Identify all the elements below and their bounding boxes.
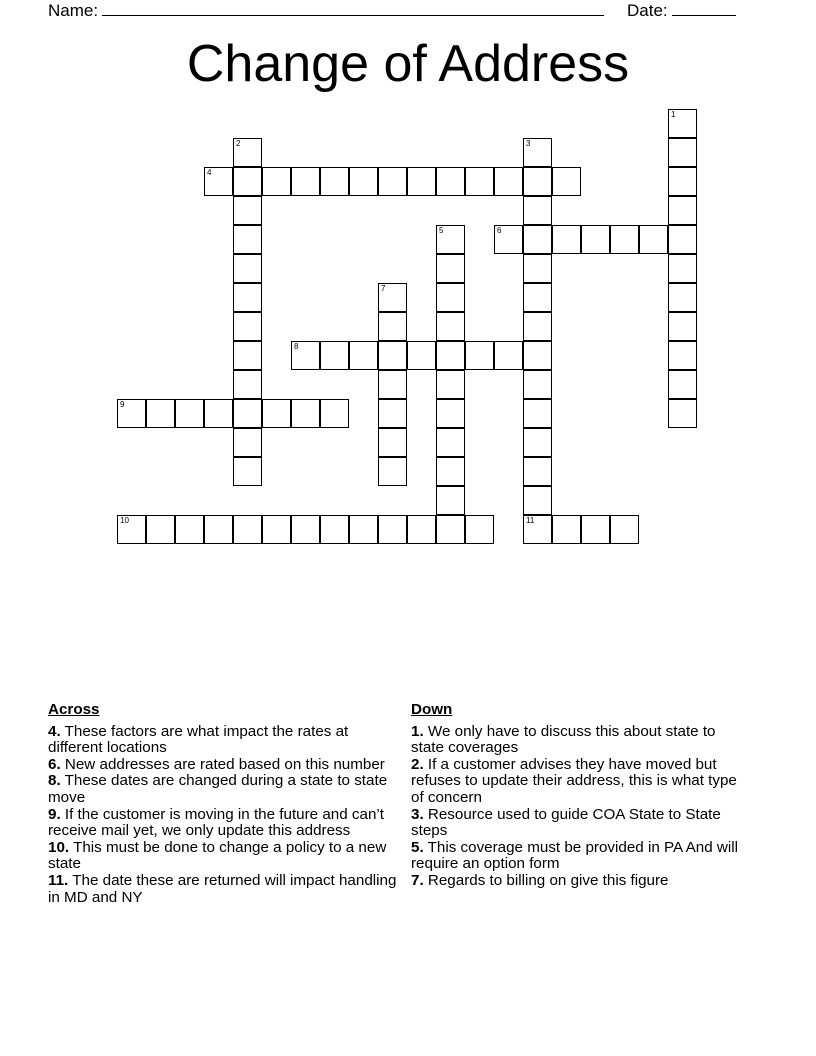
crossword-cell[interactable] (523, 225, 552, 254)
crossword-cell[interactable] (262, 167, 291, 196)
crossword-cell[interactable] (668, 399, 697, 428)
clue-text: These dates are changed during a state to state move (48, 772, 388, 806)
crossword-cell[interactable] (291, 515, 320, 544)
crossword-cell[interactable] (349, 167, 378, 196)
clue-number: 11. (48, 871, 69, 889)
clue-number: 5 (439, 226, 444, 235)
clue-number: 3. (411, 805, 424, 823)
crossword-cell[interactable] (233, 283, 262, 312)
down-clue (411, 873, 741, 890)
clue-number: 4 (207, 168, 212, 177)
down-clue (411, 807, 741, 840)
across-clue (48, 807, 398, 840)
crossword-cell[interactable] (523, 254, 552, 283)
clue-number: 10 (120, 516, 129, 525)
crossword-cell[interactable] (523, 196, 552, 225)
clue-text: If the customer is moving in the future and can’t receive mail yet, we only update this address (48, 805, 384, 840)
down-clues (411, 702, 741, 890)
crossword-cell[interactable] (668, 370, 697, 399)
crossword-cell[interactable] (378, 370, 407, 399)
clue-number: 6 (497, 226, 502, 235)
across-heading: Across (48, 701, 100, 718)
clue-number: 7 (381, 284, 386, 293)
crossword-cell[interactable] (291, 341, 320, 370)
crossword-cell[interactable] (175, 515, 204, 544)
crossword-cell[interactable] (204, 167, 233, 196)
crossword-cell[interactable] (146, 515, 175, 544)
crossword-cell[interactable] (523, 486, 552, 515)
clue-text: These factors are what impact the rates at different locations (48, 722, 349, 757)
crossword-cell[interactable] (233, 254, 262, 283)
crossword-cell[interactable] (320, 399, 349, 428)
crossword-cell[interactable] (523, 428, 552, 457)
crossword-cell[interactable] (639, 225, 668, 254)
crossword-cell[interactable] (233, 312, 262, 341)
crossword-cell[interactable] (668, 138, 697, 167)
crossword-cell[interactable] (233, 457, 262, 486)
clue-number: 5. (411, 838, 424, 856)
across-clue (48, 724, 398, 757)
across-clue (48, 773, 398, 806)
crossword-cell[interactable] (378, 341, 407, 370)
crossword-cell[interactable] (668, 283, 697, 312)
crossword-cell[interactable] (233, 225, 262, 254)
clue-number: 7. (411, 871, 424, 889)
crossword-cell[interactable] (436, 370, 465, 399)
crossword-cell[interactable] (610, 225, 639, 254)
down-clue (411, 757, 741, 807)
crossword-cell[interactable] (494, 225, 523, 254)
down-heading: Down (411, 701, 453, 718)
clue-text: This must be done to change a policy to a new state (48, 838, 387, 873)
crossword-cell[interactable] (436, 428, 465, 457)
crossword-cell[interactable] (233, 515, 262, 544)
crossword-cell[interactable] (320, 515, 349, 544)
clue-text: We only have to discuss this about state to state coverages (411, 722, 716, 757)
crossword-cell[interactable] (552, 225, 581, 254)
clue-number: 1. (411, 722, 424, 740)
crossword-cell[interactable] (523, 138, 552, 167)
across-clue-list (48, 724, 398, 907)
crossword-cell[interactable] (262, 399, 291, 428)
crossword-cell[interactable] (581, 515, 610, 544)
clue-number: 11 (526, 516, 535, 525)
crossword-cell[interactable] (378, 399, 407, 428)
crossword-cell[interactable] (233, 138, 262, 167)
crossword-cell[interactable] (436, 254, 465, 283)
across-clue (48, 757, 398, 774)
crossword-cell[interactable] (668, 341, 697, 370)
crossword-cell[interactable] (436, 225, 465, 254)
crossword-cell[interactable] (523, 167, 552, 196)
crossword-cell[interactable] (523, 399, 552, 428)
crossword-cell[interactable] (233, 196, 262, 225)
crossword-cell[interactable] (378, 457, 407, 486)
clue-text: The date these are returned will impact handling in MD and NY (48, 871, 397, 906)
crossword-cell[interactable] (349, 515, 378, 544)
crossword-cell[interactable] (204, 515, 233, 544)
crossword-cell[interactable] (494, 167, 523, 196)
across-clue (48, 873, 398, 906)
crossword-cell[interactable] (378, 167, 407, 196)
clue-text: Regards to billing on give this figure (423, 871, 669, 889)
crossword-cell[interactable] (668, 225, 697, 254)
crossword-cell[interactable] (378, 283, 407, 312)
crossword-cell[interactable] (233, 370, 262, 399)
crossword-cell[interactable] (436, 283, 465, 312)
crossword-cell[interactable] (523, 283, 552, 312)
clue-number: 6. (48, 755, 61, 773)
crossword-cell[interactable] (117, 515, 146, 544)
crossword-cell[interactable] (117, 399, 146, 428)
crossword-cell[interactable] (349, 341, 378, 370)
page-title: Change of Address (186, 35, 630, 93)
crossword-cell[interactable] (523, 515, 552, 544)
crossword-cell[interactable] (465, 515, 494, 544)
crossword-cell[interactable] (465, 341, 494, 370)
crossword-cell[interactable] (378, 312, 407, 341)
crossword-cell[interactable] (233, 399, 262, 428)
crossword-cell[interactable] (320, 167, 349, 196)
date-label: Date: (627, 1, 668, 20)
clue-number: 8 (294, 342, 299, 351)
crossword-cell[interactable] (668, 196, 697, 225)
clue-number: 2. (411, 755, 424, 773)
crossword-cell[interactable] (436, 341, 465, 370)
crossword-cell[interactable] (291, 399, 320, 428)
crossword-cell[interactable] (320, 341, 349, 370)
crossword-cell[interactable] (436, 399, 465, 428)
crossword-cell[interactable] (436, 457, 465, 486)
crossword-cell[interactable] (436, 167, 465, 196)
crossword-cell[interactable] (407, 341, 436, 370)
clue-number: 8. (48, 772, 61, 790)
clue-text: This coverage must be provided in PA And will require an option form (411, 838, 738, 873)
across-clue (48, 840, 398, 873)
clue-text: New addresses are rated based on this number (60, 755, 385, 773)
crossword-cell[interactable] (610, 515, 639, 544)
crossword-cell[interactable] (668, 254, 697, 283)
crossword-cell[interactable] (523, 457, 552, 486)
crossword-cell[interactable] (175, 399, 204, 428)
clue-number: 10. (48, 838, 70, 856)
crossword-cell[interactable] (552, 167, 581, 196)
crossword-cell[interactable] (668, 109, 697, 138)
crossword-cell[interactable] (378, 428, 407, 457)
clue-number: 9 (120, 400, 125, 409)
crossword-cell[interactable] (436, 312, 465, 341)
crossword-cell[interactable] (494, 341, 523, 370)
crossword-cell[interactable] (378, 515, 407, 544)
name-label: Name: (48, 1, 99, 20)
crossword-cell[interactable] (581, 225, 610, 254)
crossword-cell[interactable] (523, 312, 552, 341)
clue-number: 9. (48, 805, 61, 823)
clue-text: If a customer advises they have moved but refuses to update their address, this is what type of concern (411, 755, 737, 806)
clue-number: 1 (671, 110, 676, 119)
down-clue (411, 840, 741, 873)
crossword-cell[interactable] (436, 515, 465, 544)
crossword-cell[interactable] (407, 167, 436, 196)
down-clue-list (411, 724, 741, 890)
crossword-cell[interactable] (233, 167, 262, 196)
clue-number: 3 (526, 139, 531, 148)
crossword-cell[interactable] (407, 515, 436, 544)
crossword-cell[interactable] (668, 167, 697, 196)
crossword-cell[interactable] (204, 399, 233, 428)
crossword-cell[interactable] (552, 515, 581, 544)
down-clue (411, 724, 741, 757)
clue-number: 4. (48, 722, 61, 740)
clue-number: 2 (236, 139, 241, 148)
crossword-cell[interactable] (465, 167, 494, 196)
crossword-cell[interactable] (291, 167, 320, 196)
crossword-cell[interactable] (523, 341, 552, 370)
crossword-cell[interactable] (233, 428, 262, 457)
crossword-cell[interactable] (146, 399, 175, 428)
crossword-cell[interactable] (668, 312, 697, 341)
across-clues (48, 702, 398, 906)
crossword-cell[interactable] (523, 370, 552, 399)
crossword-cell[interactable] (233, 341, 262, 370)
crossword-cell[interactable] (262, 515, 291, 544)
clue-text: Resource used to guide COA State to State steps (411, 805, 721, 840)
crossword-cell[interactable] (436, 486, 465, 515)
